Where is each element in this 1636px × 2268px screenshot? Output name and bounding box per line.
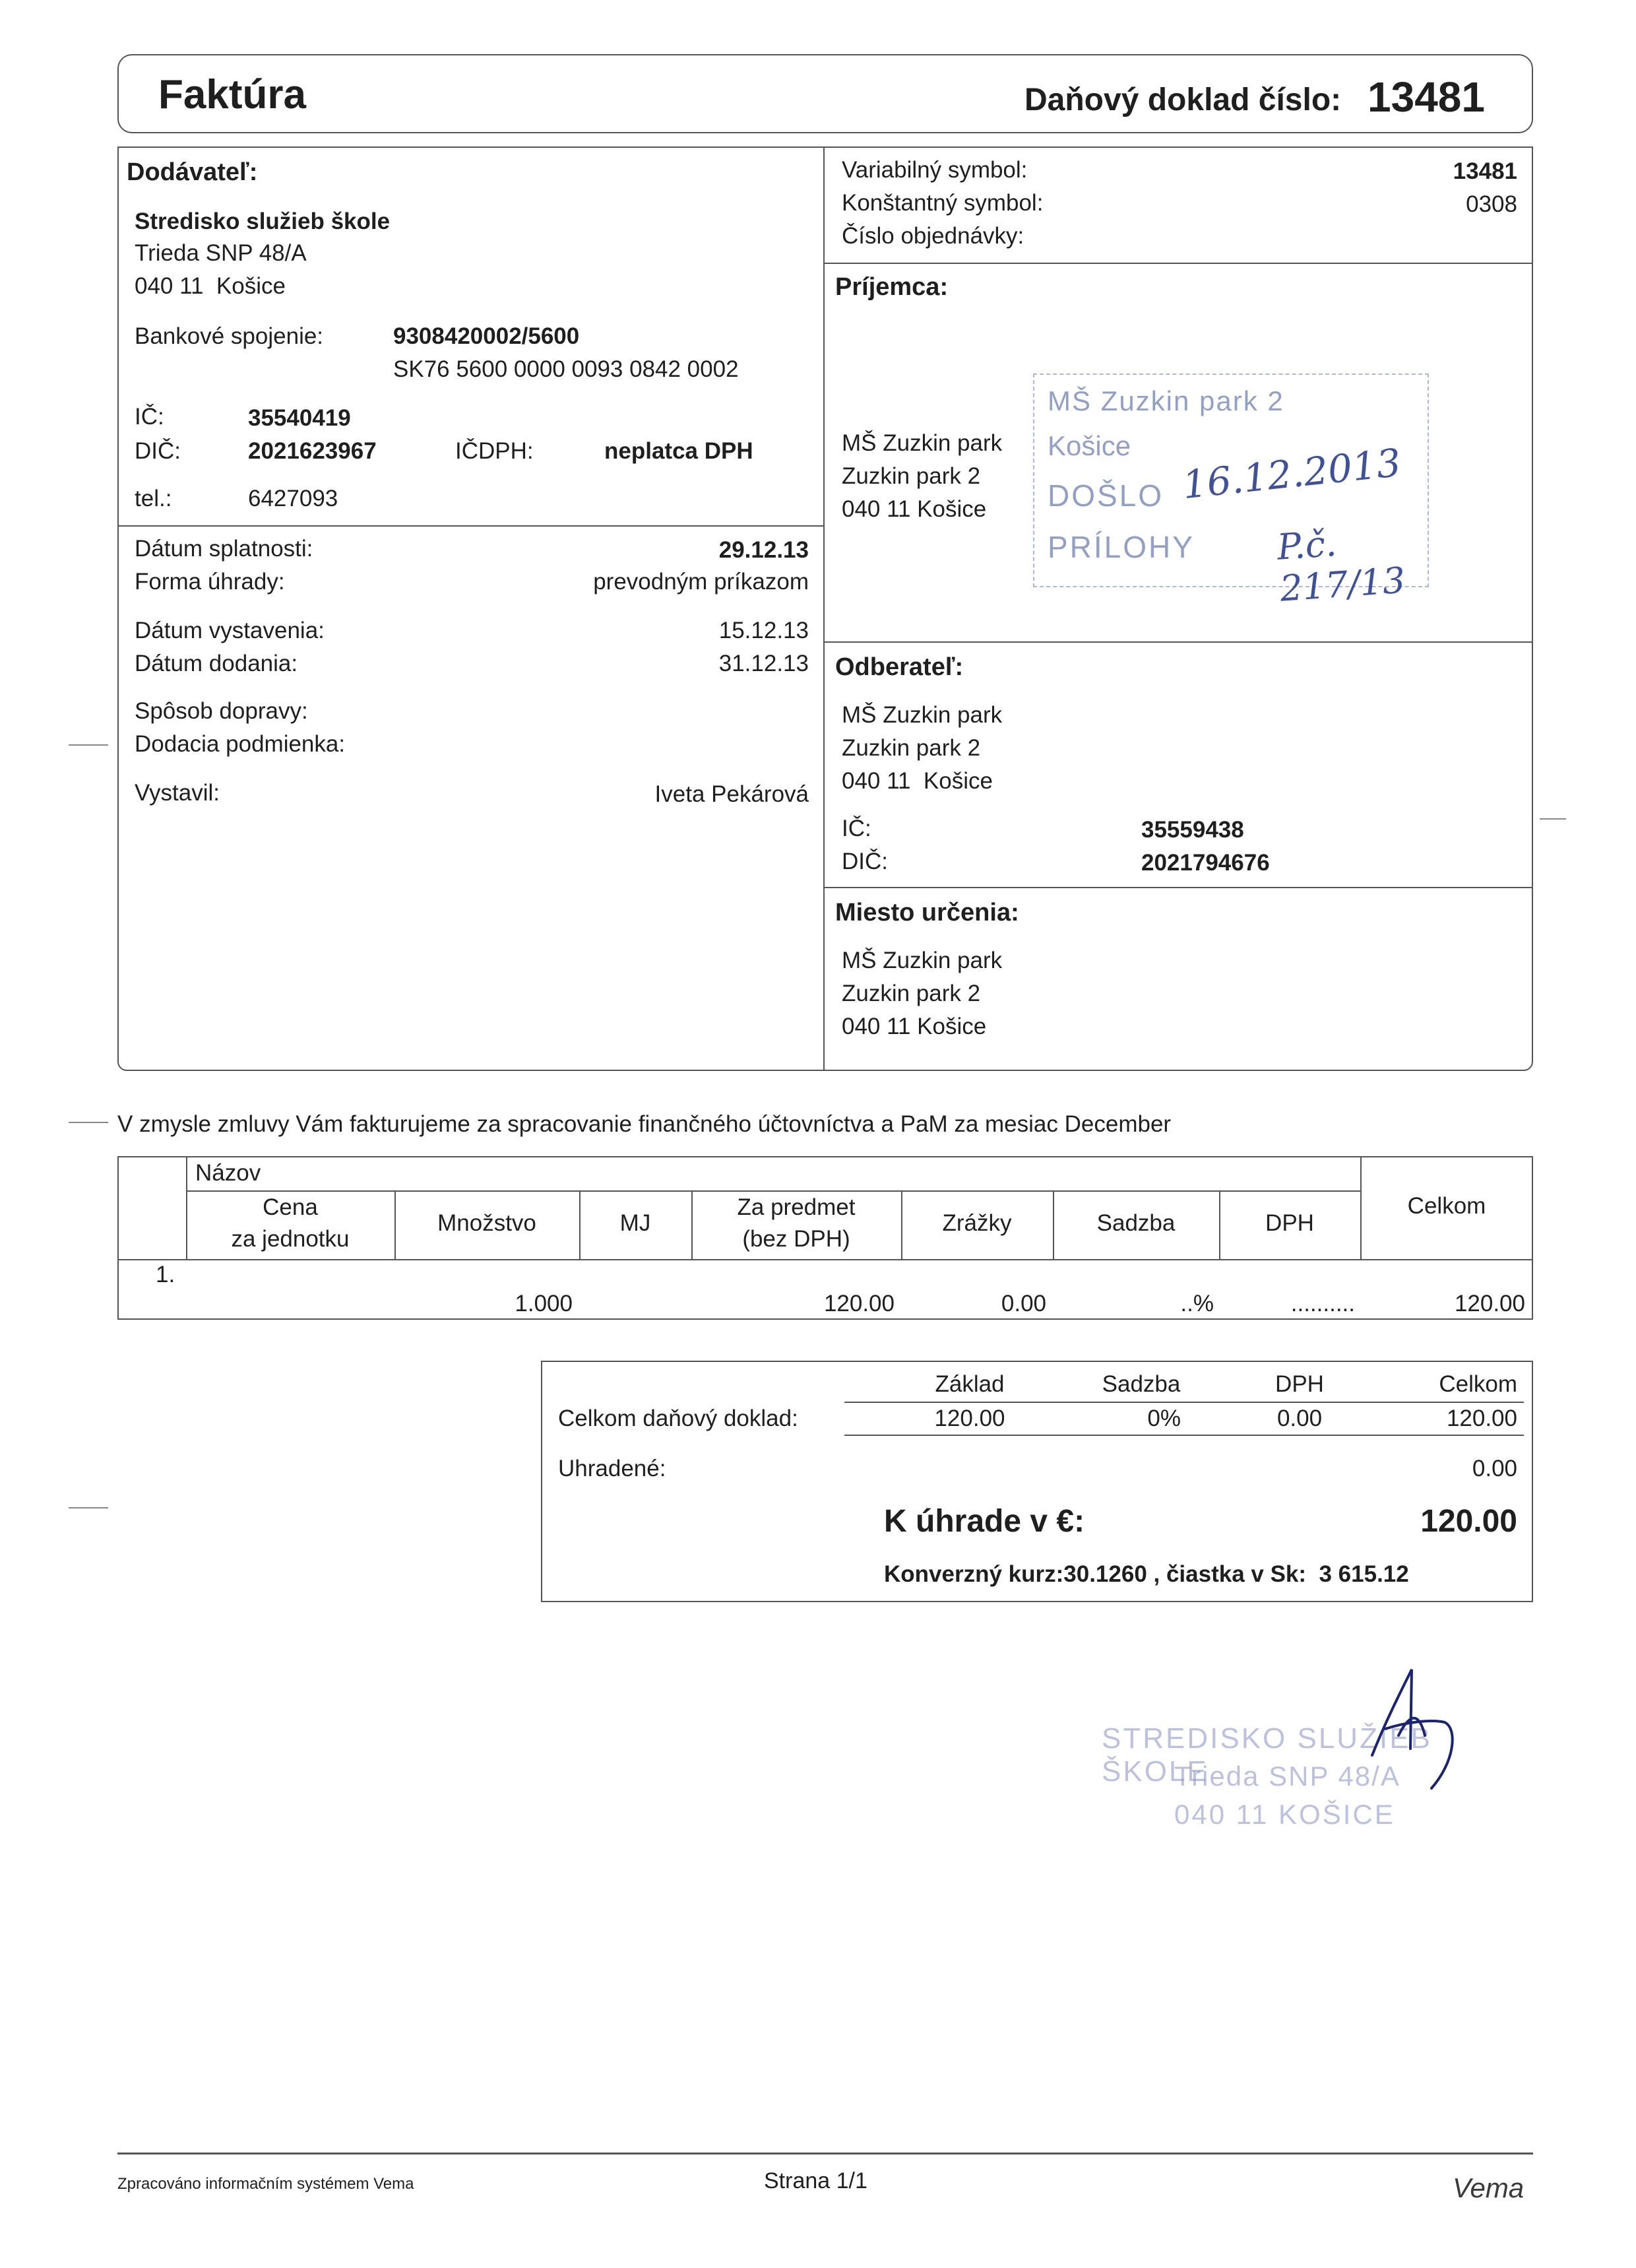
symbols-bottom-rule [823, 263, 1533, 264]
amount-due-label: K úhrade v €: [884, 1504, 1085, 1539]
paid-amount: 0.00 [1472, 1456, 1517, 1481]
received-stamp-line2: Košice [1048, 430, 1131, 461]
delivery-date-label: Dátum dodania: [135, 651, 298, 676]
row-index: 1. [156, 1262, 175, 1287]
bank-label: Bankové spojenie: [135, 323, 324, 349]
tax-doc-base: 120.00 [934, 1406, 1005, 1431]
supplier-tel-label: tel.: [135, 486, 172, 511]
row-quantity: 1.000 [515, 1291, 573, 1316]
col-vat-header: DPH [1265, 1210, 1314, 1236]
supplier-ico-label: IČ: [135, 404, 164, 430]
margin-mark-2 [69, 1122, 108, 1123]
col-subject-header-line2: (bez DPH) [742, 1226, 850, 1252]
customer-dic-label: DIČ: [842, 849, 888, 874]
supplier-dic: 2021623967 [248, 438, 377, 464]
supplier-bottom-rule [117, 525, 823, 527]
summary-total-header: Celkom [1439, 1371, 1517, 1397]
summary-rate-header: Sadzba [1102, 1371, 1181, 1397]
constant-symbol-label: Konštantný symbol: [842, 190, 1044, 216]
supplier-street: Trieda SNP 48/A [135, 240, 307, 266]
row-rate: ..% [1180, 1291, 1214, 1316]
received-stamp-line1: MŠ Zuzkin park 2 [1048, 385, 1284, 416]
amount-due: 120.00 [1420, 1504, 1517, 1539]
doc-number-label: Daňový doklad číslo: [1024, 82, 1342, 117]
supplier-icdph-label: IČDPH: [455, 438, 534, 464]
variable-symbol-label: Variabilný symbol: [842, 157, 1028, 183]
footer-system-text: Zpracováno informačním systémem Vema [117, 2175, 414, 2193]
issued-date: 15.12.13 [718, 618, 809, 643]
supplier-heading: Dodávateľ: [127, 158, 258, 186]
transport-label: Spôsob dopravy: [135, 698, 308, 724]
customer-bottom-rule [823, 887, 1533, 888]
customer-dic: 2021794676 [1141, 850, 1270, 876]
info-frame-divider [823, 146, 825, 1071]
bank-account: 9308420002/5600 [393, 323, 580, 349]
col-subject-header-line1: Za predmet [737, 1194, 856, 1220]
footer-rule [117, 2153, 1533, 2155]
tax-doc-vat: 0.00 [1276, 1406, 1323, 1431]
received-stamp-line4: PRÍLOHY [1048, 530, 1195, 564]
received-stamp-line3: DOŠLO [1048, 478, 1164, 513]
issuer-name: Iveta Pekárová [654, 781, 809, 807]
tax-doc-rate: 0% [1147, 1406, 1181, 1431]
company-stamp-line2: Trieda SNP 48/A [1174, 1761, 1400, 1792]
info-frame [117, 146, 1533, 1071]
summary-vat-header: DPH [1275, 1371, 1324, 1397]
customer-ico: 35559438 [1141, 817, 1244, 843]
tax-doc-total-label: Celkom daňový doklad: [558, 1406, 798, 1431]
delivery-terms-label: Dodacia podmienka: [135, 731, 346, 757]
company-stamp-line3: 040 11 KOŠICE [1174, 1799, 1395, 1830]
supplier-name: Stredisko služieb škole [135, 209, 391, 234]
col-unit-price-header-line2: za jednotku [231, 1226, 350, 1252]
payment-method: prevodným príkazom [593, 569, 809, 595]
recipient-heading: Príjemca: [835, 273, 949, 301]
summary-header-rule [844, 1402, 1524, 1403]
recipient-name: MŠ Zuzkin park [842, 430, 1003, 456]
due-date: 29.12.13 [718, 537, 809, 563]
recipient-city: 040 11 Košice [842, 496, 987, 522]
destination-street: Zuzkin park 2 [842, 981, 981, 1006]
summary-total-rule [844, 1435, 1524, 1436]
invoice-description: V zmysle zmluvy Vám fakturujeme za spracovanie finančného účtovníctva a PaM za mesiac December [117, 1111, 1172, 1137]
paid-label: Uhradené: [558, 1456, 666, 1481]
signature [1346, 1656, 1478, 1801]
destination-city: 040 11 Košice [842, 1014, 987, 1039]
tax-doc-total: 120.00 [1446, 1406, 1517, 1431]
customer-city: 040 11 Košice [842, 768, 993, 794]
doc-number: 13481 [1368, 73, 1485, 121]
margin-mark-4 [1540, 818, 1566, 820]
col-name-header: Názov [195, 1160, 261, 1186]
payment-method-label: Forma úhrady: [135, 569, 285, 595]
footer-page-number: Strana 1/1 [764, 2168, 867, 2193]
destination-name: MŠ Zuzkin park [842, 948, 1003, 973]
customer-name: MŠ Zuzkin park [842, 702, 1003, 728]
supplier-icdph: neplatca DPH [604, 438, 753, 464]
row-subject: 120.00 [823, 1291, 895, 1316]
handwritten-number: P.č. 217/13 [1275, 522, 1407, 610]
constant-symbol: 0308 [1466, 191, 1517, 217]
margin-mark-3 [69, 1507, 108, 1508]
customer-heading: Odberateľ: [835, 653, 964, 681]
row-discounts: 0.00 [1001, 1291, 1046, 1316]
handwritten-date: 16.12.2013 [1180, 439, 1403, 508]
summary-base-header: Základ [935, 1371, 1005, 1397]
col-discounts-header: Zrážky [942, 1210, 1012, 1236]
col-unit-price-header-line1: Cena [263, 1194, 318, 1220]
recipient-bottom-rule [823, 641, 1533, 643]
delivery-date: 31.12.13 [718, 651, 809, 676]
conversion-rate: Konverzný kurz:30.1260 , čiastka v Sk: 3 615.12 [884, 1561, 1409, 1587]
page-title: Faktúra [158, 72, 306, 117]
issuer-label: Vystavil: [135, 780, 220, 806]
customer-ico-label: IČ: [842, 816, 871, 841]
destination-heading: Miesto určenia: [835, 899, 1019, 926]
items-header-rule-top [186, 1190, 1360, 1192]
vema-logo: Vema [1453, 2172, 1525, 2203]
col-unit-header: MJ [619, 1210, 651, 1236]
margin-mark-1 [69, 744, 108, 746]
variable-symbol: 13481 [1453, 158, 1517, 184]
col-total-header: Celkom [1407, 1193, 1486, 1219]
received-stamp [1033, 373, 1429, 610]
supplier-ico: 35540419 [248, 405, 351, 431]
issued-date-label: Dátum vystavenia: [135, 618, 325, 643]
row-total: 120.00 [1454, 1291, 1525, 1316]
supplier-city: 040 11 Košice [135, 273, 286, 299]
supplier-dic-label: DIČ: [135, 438, 181, 464]
iban: SK76 5600 0000 0093 0842 0002 [393, 356, 739, 382]
company-stamp-line1: STREDISKO SLUŽIEB ŠKOLE [1102, 1722, 1432, 1788]
col-quantity-header: Množstvo [437, 1210, 536, 1236]
supplier-tel: 6427093 [248, 486, 338, 511]
due-date-label: Dátum splatnosti: [135, 536, 313, 562]
items-header-rule-bottom [117, 1259, 1533, 1260]
col-rate-header: Sadzba [1096, 1210, 1176, 1236]
customer-street: Zuzkin park 2 [842, 735, 981, 761]
order-number-label: Číslo objednávky: [842, 223, 1024, 249]
recipient-street: Zuzkin park 2 [842, 463, 981, 489]
row-vat: .......... [1290, 1291, 1355, 1316]
